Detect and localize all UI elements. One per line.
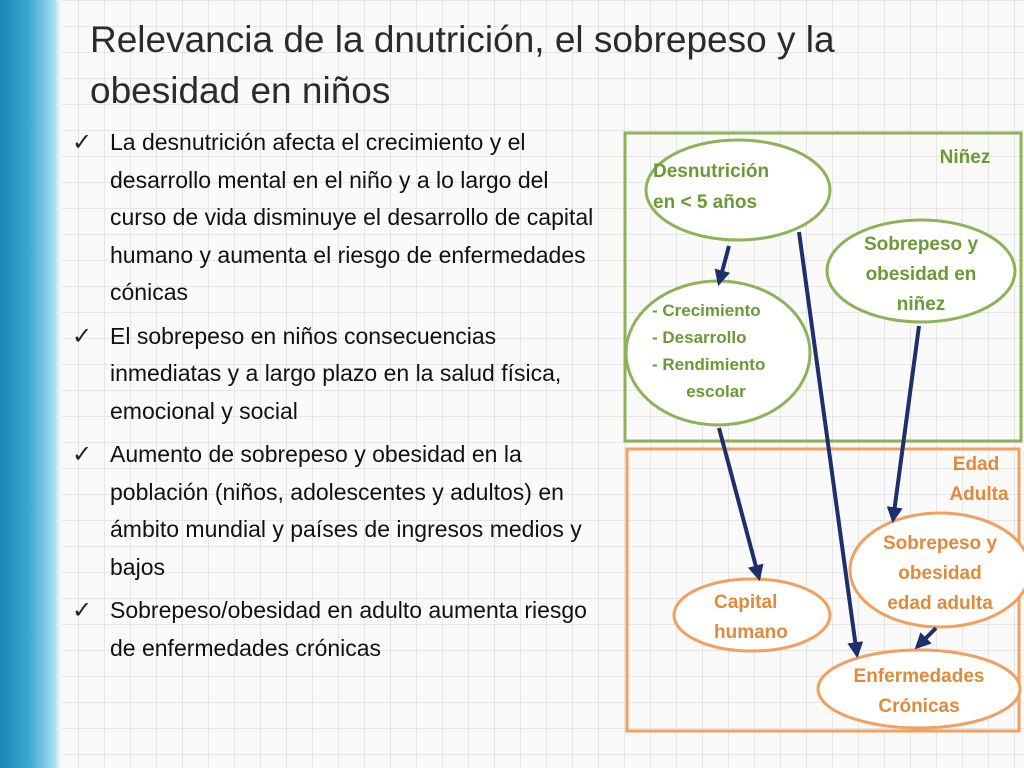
check-icon: ✓ [72,441,93,468]
desnutricion-label-line1: Desnutrición [653,161,770,182]
efectos-label-line1: - Crecimiento [652,301,761,320]
slide-title: Relevancia de la dnutrición, el sobrepeso y la obesidad en niños [90,19,835,111]
efectos-label-line4: escolar [686,382,746,401]
adulta-section-label-line1: Edad [952,454,1000,475]
enfermedades-label-line2: Crónicas [878,696,960,717]
ninez-section-label: Niñez [939,147,991,168]
efectos-label-line3: - Rendimiento [652,355,766,374]
bullet-text: La desnutrición afecta el crecimiento y el desarrollo mental en el niño y a lo largo del curso de vida disminuye el desarrollo de capital humano y aumenta el riesgo de enfermedades cónicas [110,129,594,305]
arrow-desnutricion-to-efectos [719,246,729,283]
sobrepeso-ninez-label-line3: niñez [896,294,946,315]
arrow-ninez-to-adulta [893,326,919,520]
check-icon: ✓ [72,129,93,156]
check-icon: ✓ [72,597,93,624]
sobrepeso-adulta-label-line3: edad adulta [887,593,993,614]
adulta-section-label-line2: Adulta [949,484,1009,505]
bullet-text: El sobrepeso en niños consecuencias inmediatas y a largo plazo en la salud física, emocional y social [110,322,562,424]
arrow-adulta-to-enfermedades [917,628,936,647]
sobrepeso-ninez-label-line2: obesidad en [865,264,977,285]
sobrepeso-ninez-label-line1: Sobrepeso y [863,234,979,255]
desnutricion-label-line2: en < 5 años [653,192,758,213]
sobrepeso-adulta-label-line2: obesidad [898,563,982,584]
sobrepeso-adulta-label-line1: Sobrepeso y [882,533,998,554]
enfermedades-label-line1: Enfermedades [853,666,985,687]
capital-humano-label-line2: humano [714,622,788,643]
bullet-text: Sobrepeso/obesidad en adulto aumenta riesgo de enfermedades crónicas [110,597,587,661]
bullet-text: Aumento de sobrepeso y obesidad en la población (niños, adolescentes y adultos) en ámbito mundial y países de ingresos medios y bajos [110,441,582,580]
efectos-label-line2: - Desarrollo [652,328,747,347]
check-icon: ✓ [72,322,93,350]
desnutricion-node [646,140,830,240]
capital-humano-label-line1: Capital [714,592,778,613]
